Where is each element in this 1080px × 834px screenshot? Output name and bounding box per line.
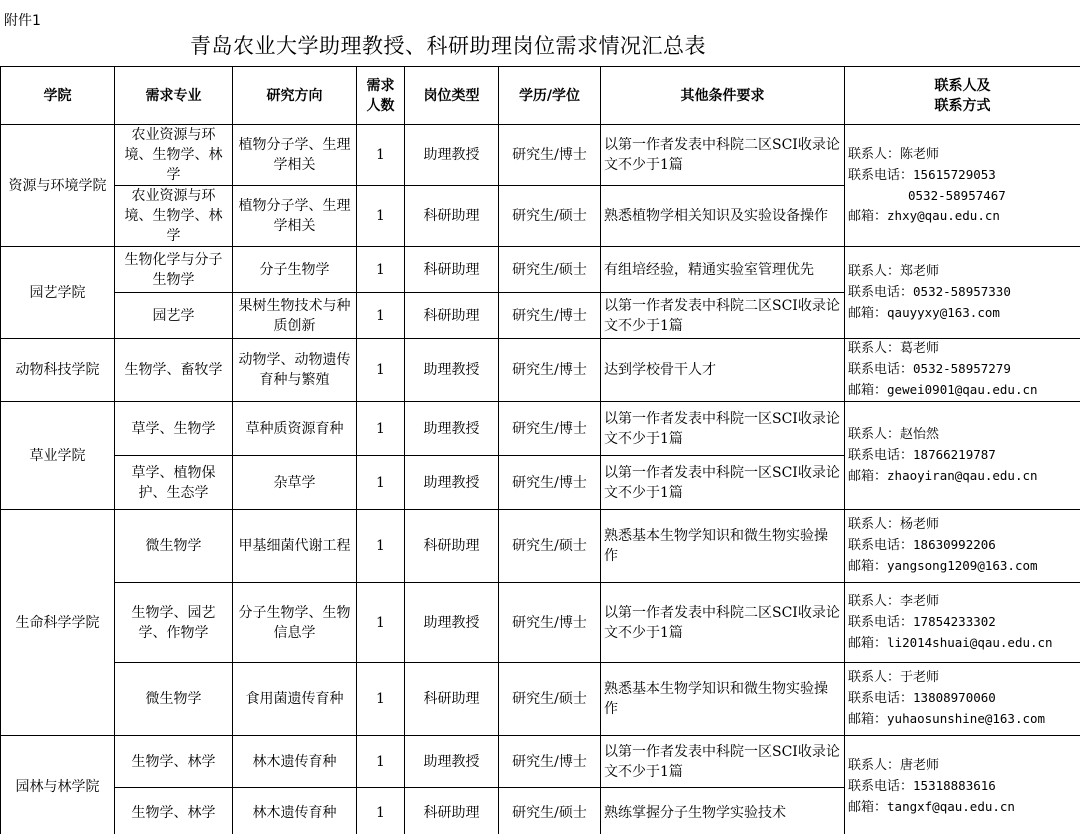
other-cell: 以第一作者发表中科院二区SCI收录论文不少于1篇: [601, 583, 845, 663]
header-count: [357, 67, 405, 125]
contact-cell: [845, 510, 1080, 583]
requirements-table: [0, 66, 1080, 834]
major-cell: 生物学、林学: [115, 736, 233, 788]
position-cell: 科研助理: [405, 788, 499, 834]
major-cell: 生物学、畜牧学: [115, 339, 233, 402]
contact-person: 联系人：杨老师: [848, 517, 940, 532]
contact-email: 邮箱：qauyyxy@163.com: [848, 304, 1000, 321]
major-cell: 微生物学: [115, 510, 233, 583]
contact-email: 邮箱：li2014shuai@qau.edu.cn: [848, 634, 1053, 651]
contact-email: 邮箱：tangxf@qau.edu.cn: [848, 798, 1015, 815]
contact-email: 邮箱：zhxy@qau.edu.cn: [848, 207, 1000, 224]
direction-cell: 果树生物技术与种质创新: [233, 293, 357, 339]
college-cell: 园艺学院: [1, 247, 115, 339]
count-cell: 1: [357, 788, 405, 834]
position-cell: 科研助理: [405, 186, 499, 247]
count-cell: 1: [357, 186, 405, 247]
other-cell: 达到学校骨干人才: [601, 339, 845, 402]
count-cell: 1: [357, 736, 405, 788]
college-cell: 动物科技学院: [1, 339, 115, 402]
count-cell: 1: [357, 402, 405, 456]
position-cell: 科研助理: [405, 247, 499, 293]
header-college: 学院: [1, 67, 115, 125]
direction-cell: 杂草学: [233, 456, 357, 510]
position-cell: 科研助理: [405, 663, 499, 736]
degree-cell: 研究生/博士: [499, 339, 601, 402]
contact-phone: 联系电话：18630992206: [848, 537, 996, 553]
contact-phone: 联系电话：17854233302: [848, 613, 996, 630]
contact-cell: [845, 125, 1080, 247]
contact-email: 邮箱：yuhaosunshine@163.com: [848, 711, 1046, 727]
position-cell: 助理教授: [405, 339, 499, 402]
contact-cell: [845, 736, 1080, 834]
attachment-label: 附件1: [4, 13, 41, 29]
contact-email: 邮箱：yangsong1209@163.com: [848, 558, 1038, 574]
degree-cell: 研究生/博士: [499, 456, 601, 510]
table-row: [1, 736, 1080, 788]
direction-cell: 食用菌遗传育种: [233, 663, 357, 736]
major-cell: 生物学、林学: [115, 788, 233, 834]
college-cell: 资源与环境学院: [1, 125, 115, 247]
header-contact-line1: 联系人及: [934, 77, 991, 94]
header-position: 岗位类型: [405, 67, 499, 125]
header-contact-line2: 联系方式: [934, 97, 991, 114]
header-row: [1, 67, 1080, 125]
header-other: 其他条件要求: [601, 67, 845, 125]
other-cell: 以第一作者发表中科院二区SCI收录论文不少于1篇: [601, 293, 845, 339]
contact-cell: [845, 663, 1080, 736]
direction-cell: 动物学、动物遗传育种与繁殖: [233, 339, 357, 402]
direction-cell: 甲基细菌代谢工程: [233, 510, 357, 583]
other-cell: 熟悉基本生物学知识和微生物实验操作: [601, 663, 845, 736]
degree-cell: 研究生/硕士: [499, 663, 601, 736]
direction-cell: 分子生物学、生物信息学: [233, 583, 357, 663]
count-cell: 1: [357, 510, 405, 583]
major-cell: 生物化学与分子生物学: [115, 247, 233, 293]
contact-person: 联系人：赵怡然: [848, 426, 940, 442]
contact-cell: [845, 583, 1080, 663]
position-cell: 助理教授: [405, 402, 499, 456]
position-cell: 科研助理: [405, 510, 499, 583]
other-cell: 以第一作者发表中科院一区SCI收录论文不少于1篇: [601, 402, 845, 456]
document-title: 青岛农业大学助理教授、科研助理岗位需求情况汇总表: [190, 34, 706, 58]
major-cell: 农业资源与环境、生物学、林学: [115, 125, 233, 186]
table-row: [1, 339, 1080, 402]
direction-cell: 植物分子学、生理学相关: [233, 186, 357, 247]
contact-cell: [845, 402, 1080, 510]
contact-cell: [845, 339, 1080, 402]
major-cell: 微生物学: [115, 663, 233, 736]
count-cell: 1: [357, 293, 405, 339]
direction-cell: 植物分子学、生理学相关: [233, 125, 357, 186]
major-cell: 草学、植物保护、生态学: [115, 456, 233, 510]
position-cell: 助理教授: [405, 736, 499, 788]
degree-cell: 研究生/硕士: [499, 510, 601, 583]
contact-phone: 联系电话：18766219787: [848, 446, 996, 463]
table-row: [1, 583, 1080, 663]
table-row: [1, 402, 1080, 456]
contact-phone: 联系电话：0532-58957279: [848, 361, 1011, 377]
direction-cell: 分子生物学: [233, 247, 357, 293]
degree-cell: 研究生/博士: [499, 125, 601, 186]
degree-cell: 研究生/硕士: [499, 247, 601, 293]
position-cell: 助理教授: [405, 583, 499, 663]
contact-person: 联系人：于老师: [848, 670, 940, 685]
header-degree: 学历/学位: [499, 67, 601, 125]
direction-cell: 林木遗传育种: [233, 788, 357, 834]
contact-person: 联系人：唐老师: [848, 757, 940, 773]
table-row: [1, 247, 1080, 293]
contact-person: 联系人：郑老师: [848, 263, 940, 279]
major-cell: 草学、生物学: [115, 402, 233, 456]
count-cell: 1: [357, 456, 405, 510]
degree-cell: 研究生/博士: [499, 293, 601, 339]
contact-cell: [845, 247, 1080, 339]
header-major: 需求专业: [115, 67, 233, 125]
position-cell: 助理教授: [405, 125, 499, 186]
contact-phone: 联系电话：0532-58957330: [848, 283, 1011, 300]
other-cell: 熟练掌握分子生物学实验技术: [601, 788, 845, 834]
table-row: [1, 125, 1080, 186]
college-cell: 生命科学学院: [1, 510, 115, 736]
contact-phone: 联系电话：15615729053: [848, 166, 996, 183]
major-cell: 生物学、园艺学、作物学: [115, 583, 233, 663]
other-cell: 熟悉植物学相关知识及实验设备操作: [601, 186, 845, 247]
table-row: [1, 510, 1080, 583]
count-cell: 1: [357, 583, 405, 663]
other-cell: 以第一作者发表中科院二区SCI收录论文不少于1篇: [601, 125, 845, 186]
other-cell: 有组培经验，精通实验室管理优先: [601, 247, 845, 293]
header-direction: 研究方向: [233, 67, 357, 125]
contact-phone-2: 0532-58957467: [908, 187, 1006, 203]
major-cell: 园艺学: [115, 293, 233, 339]
degree-cell: 研究生/博士: [499, 402, 601, 456]
college-cell: 草业学院: [1, 402, 115, 510]
major-cell: 农业资源与环境、生物学、林学: [115, 186, 233, 247]
contact-phone: 联系电话：13808970060: [848, 690, 996, 706]
position-cell: 科研助理: [405, 293, 499, 339]
direction-cell: 林木遗传育种: [233, 736, 357, 788]
count-cell: 1: [357, 339, 405, 402]
degree-cell: 研究生/硕士: [499, 788, 601, 834]
contact-email: 邮箱：gewei0901@qau.edu.cn: [848, 382, 1038, 398]
other-cell: 以第一作者发表中科院一区SCI收录论文不少于1篇: [601, 456, 845, 510]
degree-cell: 研究生/博士: [499, 736, 601, 788]
position-cell: 助理教授: [405, 456, 499, 510]
contact-person: 联系人：陈老师: [848, 146, 940, 162]
count-cell: 1: [357, 125, 405, 186]
college-cell: 园林与林学院: [1, 736, 115, 834]
other-cell: 熟悉基本生物学知识和微生物实验操作: [601, 510, 845, 583]
header-count-line2: 人数: [366, 97, 395, 114]
header-contact: [845, 67, 1080, 125]
contact-person: 联系人：李老师: [848, 593, 940, 609]
degree-cell: 研究生/硕士: [499, 186, 601, 247]
other-cell: 以第一作者发表中科院一区SCI收录论文不少于1篇: [601, 736, 845, 788]
contact-email: 邮箱：zhaoyiran@qau.edu.cn: [848, 467, 1038, 484]
count-cell: 1: [357, 247, 405, 293]
direction-cell: 草种质资源育种: [233, 402, 357, 456]
count-cell: 1: [357, 663, 405, 736]
contact-person: 联系人：葛老师: [848, 341, 940, 356]
contact-phone: 联系电话：15318883616: [848, 777, 996, 794]
header-count-line1: 需求: [366, 77, 395, 94]
table-row: [1, 663, 1080, 736]
degree-cell: 研究生/博士: [499, 583, 601, 663]
